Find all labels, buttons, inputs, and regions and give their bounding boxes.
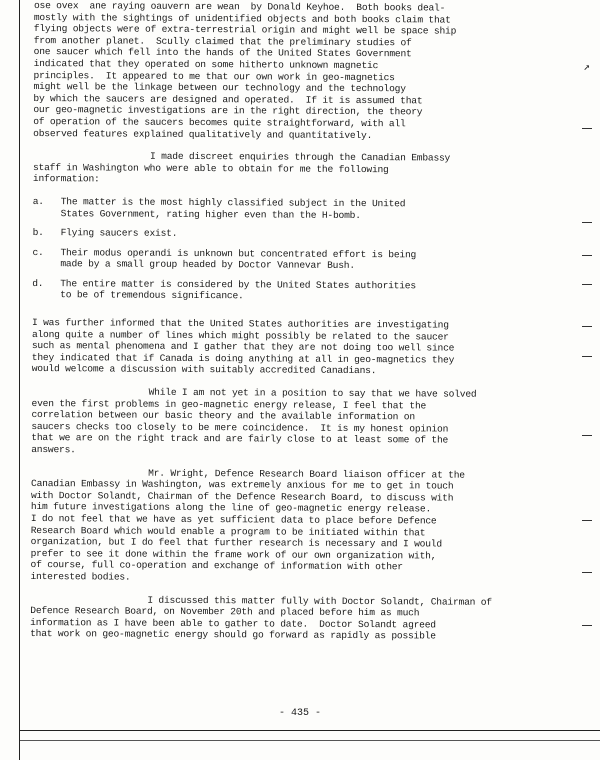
text-line: Their modus operandi is unknown but concentrated effort is being [60,246,417,261]
text-line: would welcome a discussion with suitably accredited Canadians. [31,363,377,377]
margin-dash [582,128,592,129]
text-line: Flying saucers exist. [60,227,178,239]
text-line: correlation between our basic theory and the available information on [31,409,415,423]
text-line: to be of tremendous significance. [60,289,244,302]
text-line: Research Board which would enable a program to be initiated within that [30,524,426,538]
margin-dash [582,284,592,285]
list-item-text [61,196,583,222]
text-line: such as mental phenomena and I gather that they are not doing too well since [31,340,455,354]
margin-dash [582,255,592,256]
list-item-text [60,278,582,304]
text-line: made by a small group headed by Doctor Vannevar Bush. [60,258,355,272]
text-line: mostly with the sightings of unidentified objects and both books claim that [33,11,451,26]
text-line: prefer to see it done within the frame work of our own organization with, [30,547,437,562]
text-line: might well be the linkage between our technology and the technology [33,81,406,95]
list-item [32,247,582,274]
margin-dash [582,435,592,436]
list-item-text [60,247,582,273]
list-item [33,196,583,223]
text-line: Mr. Wright, Defence Research Board liaison officer at the [148,467,465,481]
paragraph [30,467,581,586]
margin-dash [582,625,592,626]
paragraph [30,594,580,644]
margin-dash [582,222,592,223]
text-line: along quite a number of lines which might possibly be related to the saucer [31,328,449,343]
footer-rule [20,730,600,731]
list-item-label: d. [32,277,44,289]
document-body [30,0,584,643]
text-line: principles. It appeared to me that our own work in geo-magnetics [33,69,395,83]
left-margin-rule [19,0,20,760]
text-line: indicated that they operated on some hitherto unknown magnetic [33,57,379,72]
page-number: - 435 - [278,708,321,719]
text-line: organization, but I do feel that further research is necessary and I would [30,536,442,550]
list-item-label: a. [32,195,44,207]
margin-dash [582,356,592,357]
text-line: staff in Washington who were able to obtain for me the following [32,161,389,175]
text-line: they indicated that if Canada is doing anything at all in geo-magnetics they [31,351,455,366]
text-line: with Doctor Solandt, Chairman of the Defence Research Board, to discuss with [30,489,454,504]
text-line: The entire matter is considered by the United States authorities [60,278,416,292]
text-line: The matter is the most highly classified subject in the United [60,196,406,210]
margin-dash [582,326,592,327]
text-line: information: [32,173,100,185]
text-line: While I am not yet in a position to say that we have solved [148,386,477,400]
text-line: him future investigations along the line of geo-magnetic energy release. [30,501,432,515]
text-line: States Government, rating higher even than the H-bomb. [60,207,361,221]
paragraph [33,0,584,142]
paragraph [33,150,583,188]
text-line: answers. [31,443,76,456]
text-line: that work on geo-magnetic energy should go forward as rapidly as possible [30,628,436,642]
text-line: Canadian Embassy in Washington, was extremely anxious for me to get in touch [31,478,454,492]
text-line: observed features explained qualitatively and quantitatively. [33,127,373,141]
text-line: even the first problems in geo-magnetic energy release, I feel that the [31,397,427,412]
text-line: ose ovex ane raying oauvern are wean by Donald Keyhoe. Both books deal- [33,0,446,14]
text-line: of operation of the saucers becomes quite straightforward, with all [33,115,406,130]
text-line: information as I have been able to gather to date. Doctor Solandt agreed [30,616,436,631]
text-line: I do not feel that we have as yet sufficient data to place before Defence [30,512,437,527]
paragraph [31,386,581,459]
text-line: from another planet. Scully claimed that the preliminary studies of [33,34,412,49]
text-line: flying objects were of extra-terrestrial origin and might well be space ship [33,23,457,37]
footer-rule-lower [20,740,600,741]
text-line: I made discreet enquiries through the Canadian Embassy [150,150,451,164]
margin-dash [582,520,592,521]
text-line: saucers checks too closely to be mere coincidence. It is my honest opinion [31,420,449,435]
text-line: our geo-magnetic investigations are in the right direction, the theory [33,104,423,118]
paragraph [32,317,582,378]
text-line: of course, full co-operation and exchange of information with other [30,559,403,573]
margin-dash [582,572,592,573]
text-line: Defence Research Board, on November 20th and placed before him as much [30,605,420,619]
text-line: interested bodies. [30,570,131,583]
margin-annotation-mark: ↗ [583,62,590,74]
text-line: I discussed this matter fully with Doctor Solandt, Chairman of [147,594,492,608]
list-item-label: c. [32,246,44,258]
text-line: I was further informed that the United States authorities are investigating [31,317,449,331]
list-item [32,278,582,305]
text-line: that we are on the right track and are fairly close to at least some of the [31,432,449,446]
text-line: by which the saucers are designed and operated. If it is assumed that [33,92,423,107]
list-item-label: b. [32,227,44,239]
text-line: one saucer which fell into the hands of the United States Government [33,46,412,60]
